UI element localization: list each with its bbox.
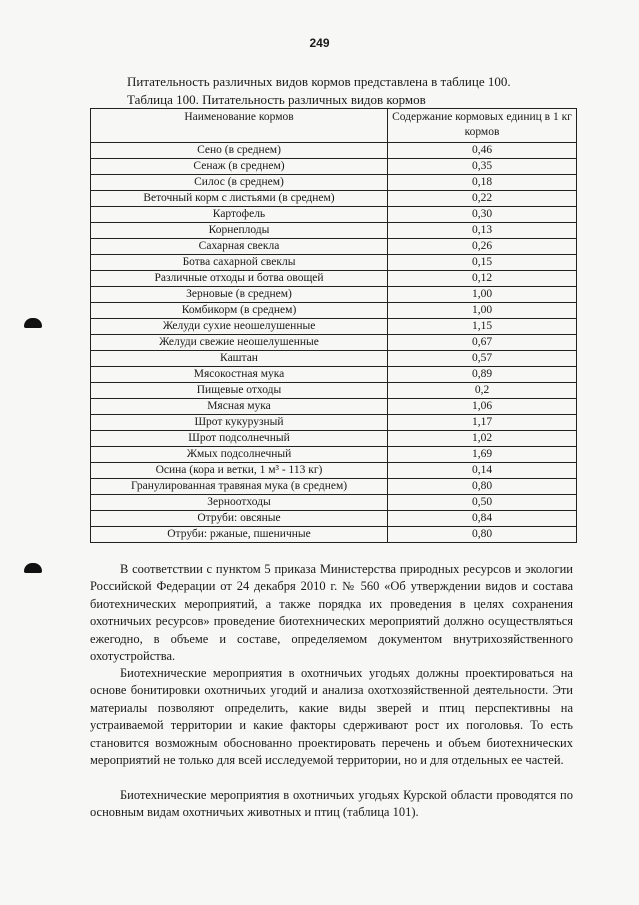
table-row [91,175,577,191]
intro-sentence: Питательность различных видов кормов представлена в таблице 100. [127,74,511,89]
feed-name-cell: Осина (кора и ветки, 1 м³ - 113 кг) [91,463,388,479]
table-row [91,319,577,335]
table-row [91,511,577,527]
paragraph-1 [90,561,573,665]
table-row [91,367,577,383]
feed-name-cell: Желуди сухие неошелушенные [91,319,388,335]
feed-name-cell: Жмых подсолнечный [91,447,388,463]
feed-units-cell: 0,14 [388,463,577,479]
feed-units-cell: 1,00 [388,303,577,319]
paragraph-1-text: В соответствии с пунктом 5 приказа Министерства природных ресурсов и экологии Российской Федерации от 24 декабря 2010 г. № 560 «Об утверждении видов и состава биотехнических мероприятий, а также порядка их проведения в целях сохранения охотничьих ресурсов» проведение биотехнических мероприятий должно осуществляться ежегодно, в объеме и составе, определяемом документом внутрихозяйственного охотустройства. [90,562,573,664]
feed-units-cell: 0,22 [388,191,577,207]
table-row [91,479,577,495]
table-row [91,351,577,367]
feed-name-cell: Зерновые (в среднем) [91,287,388,303]
paragraph-2-text: Биотехнические мероприятия в охотничьих угодьях должны проектироваться на основе бонитировки охотничьих угодий и анализа охотхозяйственной деятельности. Эти материалы позволяют определить, какие виды зверей и птиц перспективны на устраиваемой территории и какие факторы сдерживают рост их поголовья. То есть становится возможным обоснованно проектировать перечень и объем биотехнических мероприятий не только для всей исследуемой территории, но и для отдельных ее частей. [90,666,573,768]
table-row [91,159,577,175]
feed-name-cell: Пищевые отходы [91,383,388,399]
header-feed-name: Наименование кормов [91,109,388,143]
table-row [91,463,577,479]
feed-name-cell: Отруби: овсяные [91,511,388,527]
feed-name-cell: Картофель [91,207,388,223]
punch-hole-mark [24,318,42,328]
feed-name-cell: Сено (в среднем) [91,143,388,159]
feed-units-cell: 1,15 [388,319,577,335]
table-row [91,287,577,303]
table-row [91,431,577,447]
table-header-row [91,109,577,143]
feed-units-cell: 0,15 [388,255,577,271]
feed-name-cell: Каштан [91,351,388,367]
table-row [91,207,577,223]
feed-name-cell: Корнеплоды [91,223,388,239]
feed-name-cell: Мясная мука [91,399,388,415]
feed-units-cell: 1,69 [388,447,577,463]
table-row [91,271,577,287]
feed-units-cell: 0,57 [388,351,577,367]
table-row [91,191,577,207]
feed-units-cell: 1,17 [388,415,577,431]
table-row [91,527,577,543]
paragraph-2 [90,665,573,769]
feed-name-cell: Желуди свежие неошелушенные [91,335,388,351]
feed-name-cell: Сахарная свекла [91,239,388,255]
punch-hole-mark [24,563,42,573]
feed-units-cell: 0,26 [388,239,577,255]
table-row [91,223,577,239]
table-row [91,335,577,351]
table-row [91,495,577,511]
feed-name-cell: Шрот кукурузный [91,415,388,431]
table-caption: Таблица 100. Питательность различных видов кормов [127,92,426,107]
feed-units-cell: 1,02 [388,431,577,447]
table-row [91,383,577,399]
feed-units-cell: 0,80 [388,527,577,543]
feed-units-cell: 0,67 [388,335,577,351]
feed-units-cell: 0,18 [388,175,577,191]
feed-name-cell: Ботва сахарной свеклы [91,255,388,271]
feed-name-cell: Отруби: ржаные, пшеничные [91,527,388,543]
table-row [91,143,577,159]
paragraph-3 [90,787,573,822]
feed-name-cell: Веточный корм с листьями (в среднем) [91,191,388,207]
feed-name-cell: Сенаж (в среднем) [91,159,388,175]
feed-name-cell: Различные отходы и ботва овощей [91,271,388,287]
paragraph-3-text: Биотехнические мероприятия в охотничьих угодьях Курской области проводятся по основным видам охотничьих животных и птиц (таблица 101). [90,788,573,820]
table-row [91,255,577,271]
feed-units-cell: 0,89 [388,367,577,383]
feed-name-cell: Зерноотходы [91,495,388,511]
table-row [91,415,577,431]
feed-units-cell: 0,80 [388,479,577,495]
table-row [91,399,577,415]
feed-units-cell: 0,35 [388,159,577,175]
table-row [91,303,577,319]
header-feed-units: Содержание кормовых единиц в 1 кг кормов [388,109,577,143]
feed-nutrition-table [90,108,577,543]
feed-name-cell: Шрот подсолнечный [91,431,388,447]
feed-units-cell: 0,50 [388,495,577,511]
feed-name-cell: Мясокостная мука [91,367,388,383]
feed-units-cell: 0,84 [388,511,577,527]
table-row [91,447,577,463]
feed-units-cell: 0,2 [388,383,577,399]
feed-name-cell: Комбикорм (в среднем) [91,303,388,319]
feed-units-cell: 1,06 [388,399,577,415]
feed-name-cell: Гранулированная травяная мука (в среднем) [91,479,388,495]
feed-units-cell: 0,12 [388,271,577,287]
table-row [91,239,577,255]
feed-units-cell: 0,30 [388,207,577,223]
page-number: 249 [309,36,330,50]
feed-name-cell: Силос (в среднем) [91,175,388,191]
feed-units-cell: 0,46 [388,143,577,159]
feed-units-cell: 1,00 [388,287,577,303]
feed-units-cell: 0,13 [388,223,577,239]
